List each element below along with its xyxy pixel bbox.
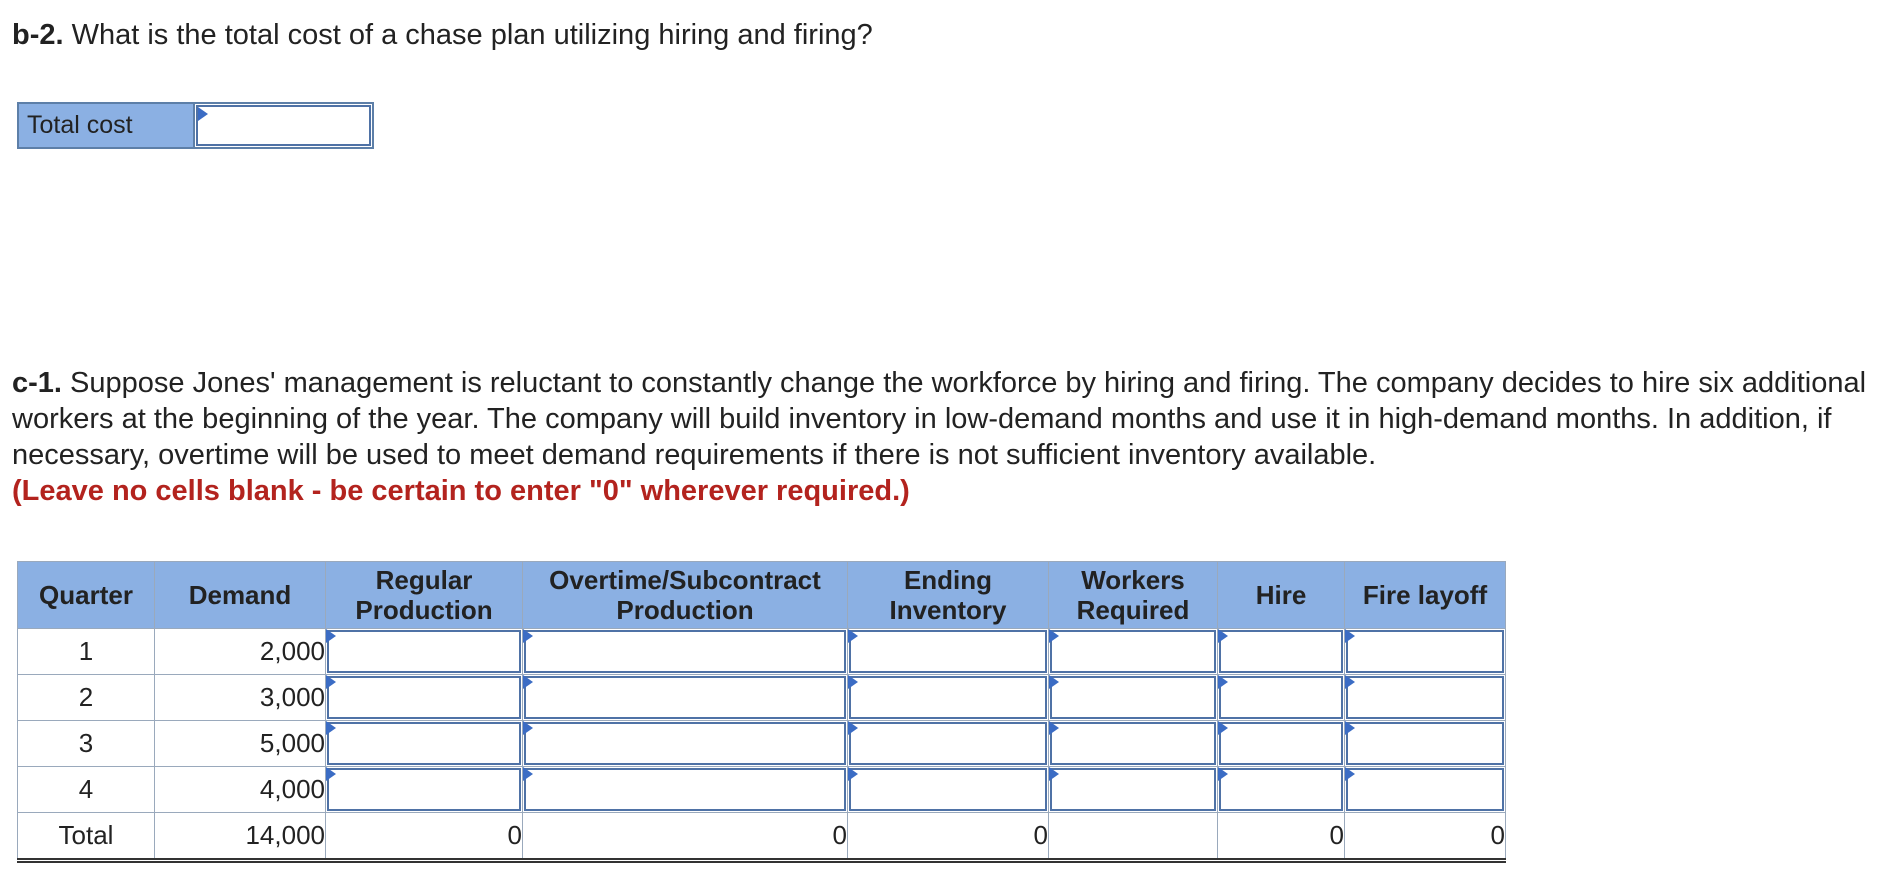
input-box[interactable] — [1219, 630, 1343, 673]
ending-inventory-input[interactable] — [848, 629, 1049, 675]
ending-inventory-input[interactable] — [848, 675, 1049, 721]
entry-marker-icon — [523, 629, 533, 643]
input-box[interactable] — [524, 676, 846, 719]
demand-cell: 2,000 — [155, 629, 326, 675]
input-box[interactable] — [1219, 722, 1343, 765]
total-label: Total — [18, 813, 155, 861]
col-header-quarter: Quarter — [18, 562, 155, 629]
entry-marker-icon — [1218, 767, 1228, 781]
input-box[interactable] — [327, 768, 521, 811]
total-workers-required — [1049, 813, 1218, 861]
fire-layoff-input[interactable] — [1345, 675, 1506, 721]
entry-marker-icon — [1345, 721, 1355, 735]
entry-marker-icon — [326, 629, 336, 643]
total-cost-input[interactable] — [196, 105, 371, 146]
demand-cell: 4,000 — [155, 767, 326, 813]
overtime-production-input[interactable] — [523, 767, 848, 813]
header-line: Overtime/Subcontract — [549, 565, 821, 595]
input-box[interactable] — [849, 768, 1047, 811]
col-header-regular-production — [326, 562, 523, 629]
input-box[interactable] — [1346, 630, 1504, 673]
fire-layoff-input[interactable] — [1345, 721, 1506, 767]
entry-marker-icon — [1218, 721, 1228, 735]
question-text: What is the total cost of a chase plan utilizing hiring and firing? — [63, 19, 873, 51]
workers-required-input[interactable] — [1049, 721, 1218, 767]
col-header-ending-inventory — [848, 562, 1049, 629]
entry-marker-icon — [848, 675, 858, 689]
entry-marker-icon — [523, 675, 533, 689]
input-box[interactable] — [327, 676, 521, 719]
question-number: c-1. — [12, 367, 62, 399]
input-box[interactable] — [1219, 676, 1343, 719]
header-line: Production — [616, 595, 754, 625]
quarter-cell: 4 — [18, 767, 155, 813]
total-row — [18, 813, 1506, 861]
quarter-cell: 3 — [18, 721, 155, 767]
regular-production-input[interactable] — [326, 721, 523, 767]
total-overtime-production: 0 — [523, 813, 848, 861]
workers-required-input[interactable] — [1049, 629, 1218, 675]
entry-marker-icon — [848, 629, 858, 643]
overtime-production-input[interactable] — [523, 721, 848, 767]
entry-marker-icon — [1049, 767, 1059, 781]
total-cost-row — [17, 102, 374, 149]
demand-cell: 5,000 — [155, 721, 326, 767]
total-demand: 14,000 — [155, 813, 326, 861]
input-box[interactable] — [1050, 722, 1216, 765]
input-box[interactable] — [1346, 676, 1504, 719]
total-ending-inventory: 0 — [848, 813, 1049, 861]
input-box[interactable] — [524, 630, 846, 673]
regular-production-input[interactable] — [326, 629, 523, 675]
regular-production-input[interactable] — [326, 767, 523, 813]
question-b2 — [12, 17, 873, 53]
header-row — [18, 562, 1506, 629]
fire-layoff-input[interactable] — [1345, 767, 1506, 813]
header-line: Regular — [375, 565, 473, 595]
table-row — [18, 675, 1506, 721]
input-box[interactable] — [849, 676, 1047, 719]
header-line: Workers — [1081, 565, 1185, 595]
table-row — [18, 767, 1506, 813]
entry-marker-icon — [1218, 675, 1228, 689]
col-header-hire: Hire — [1218, 562, 1345, 629]
question-c1 — [12, 365, 1887, 509]
fire-layoff-input[interactable] — [1345, 629, 1506, 675]
quarter-cell: 2 — [18, 675, 155, 721]
quarter-cell: 1 — [18, 629, 155, 675]
col-header-workers-required — [1049, 562, 1218, 629]
entry-marker-icon — [1345, 675, 1355, 689]
entry-marker-icon — [1049, 629, 1059, 643]
hire-input[interactable] — [1218, 629, 1345, 675]
entry-marker-icon — [523, 767, 533, 781]
input-box[interactable] — [327, 630, 521, 673]
input-box[interactable] — [1346, 722, 1504, 765]
warning-text: (Leave no cells blank - be certain to enter "0" wherever required.) — [12, 475, 910, 507]
input-box[interactable] — [1050, 768, 1216, 811]
ending-inventory-input[interactable] — [848, 721, 1049, 767]
entry-marker-icon — [848, 767, 858, 781]
table-row — [18, 721, 1506, 767]
input-box[interactable] — [524, 768, 846, 811]
workers-required-input[interactable] — [1049, 675, 1218, 721]
total-hire: 0 — [1218, 813, 1345, 861]
regular-production-input[interactable] — [326, 675, 523, 721]
col-header-demand: Demand — [155, 562, 326, 629]
overtime-production-input[interactable] — [523, 629, 848, 675]
input-box[interactable] — [849, 630, 1047, 673]
entry-marker-icon — [1345, 767, 1355, 781]
total-fire-layoff: 0 — [1345, 813, 1506, 861]
header-line: Ending — [903, 565, 993, 595]
input-box[interactable] — [327, 722, 521, 765]
entry-marker-icon — [326, 767, 336, 781]
input-box[interactable] — [1219, 768, 1343, 811]
entry-marker-icon — [1218, 629, 1228, 643]
workers-required-input[interactable] — [1049, 767, 1218, 813]
ending-inventory-input[interactable] — [848, 767, 1049, 813]
entry-marker-icon — [1345, 629, 1355, 643]
entry-marker-icon — [326, 675, 336, 689]
entry-marker-icon — [1049, 675, 1059, 689]
entry-marker-icon — [848, 721, 858, 735]
question-number: b-2. — [12, 19, 64, 51]
total-regular-production: 0 — [326, 813, 523, 861]
col-header-overtime-production — [523, 562, 848, 629]
entry-marker-icon — [326, 721, 336, 735]
header-line: Required — [1076, 595, 1190, 625]
input-box[interactable] — [849, 722, 1047, 765]
header-line: Inventory — [889, 595, 1007, 625]
production-plan-table — [17, 561, 1506, 863]
table-row — [18, 629, 1506, 675]
header-line: Production — [355, 595, 493, 625]
input-box[interactable] — [524, 722, 846, 765]
demand-cell: 3,000 — [155, 675, 326, 721]
total-cost-label: Total cost — [19, 104, 195, 147]
question-text: Suppose Jones' management is reluctant to constantly change the workforce by hiring and firing. The company decides to hire six additional workers at the beginning of the year. The company will build inventory in low-demand months and use it in high-demand months. In addition, if necessary, overtime will be used to meet demand requirements if there is not sufficient inventory available. — [12, 367, 1867, 471]
hire-input[interactable] — [1218, 767, 1345, 813]
input-box[interactable] — [1050, 676, 1216, 719]
input-box[interactable] — [1050, 630, 1216, 673]
input-box[interactable] — [1346, 768, 1504, 811]
hire-input[interactable] — [1218, 675, 1345, 721]
hire-input[interactable] — [1218, 721, 1345, 767]
entry-marker-icon — [198, 107, 208, 121]
col-header-fire-layoff: Fire layoff — [1345, 562, 1506, 629]
overtime-production-input[interactable] — [523, 675, 848, 721]
entry-marker-icon — [1049, 721, 1059, 735]
entry-marker-icon — [523, 721, 533, 735]
